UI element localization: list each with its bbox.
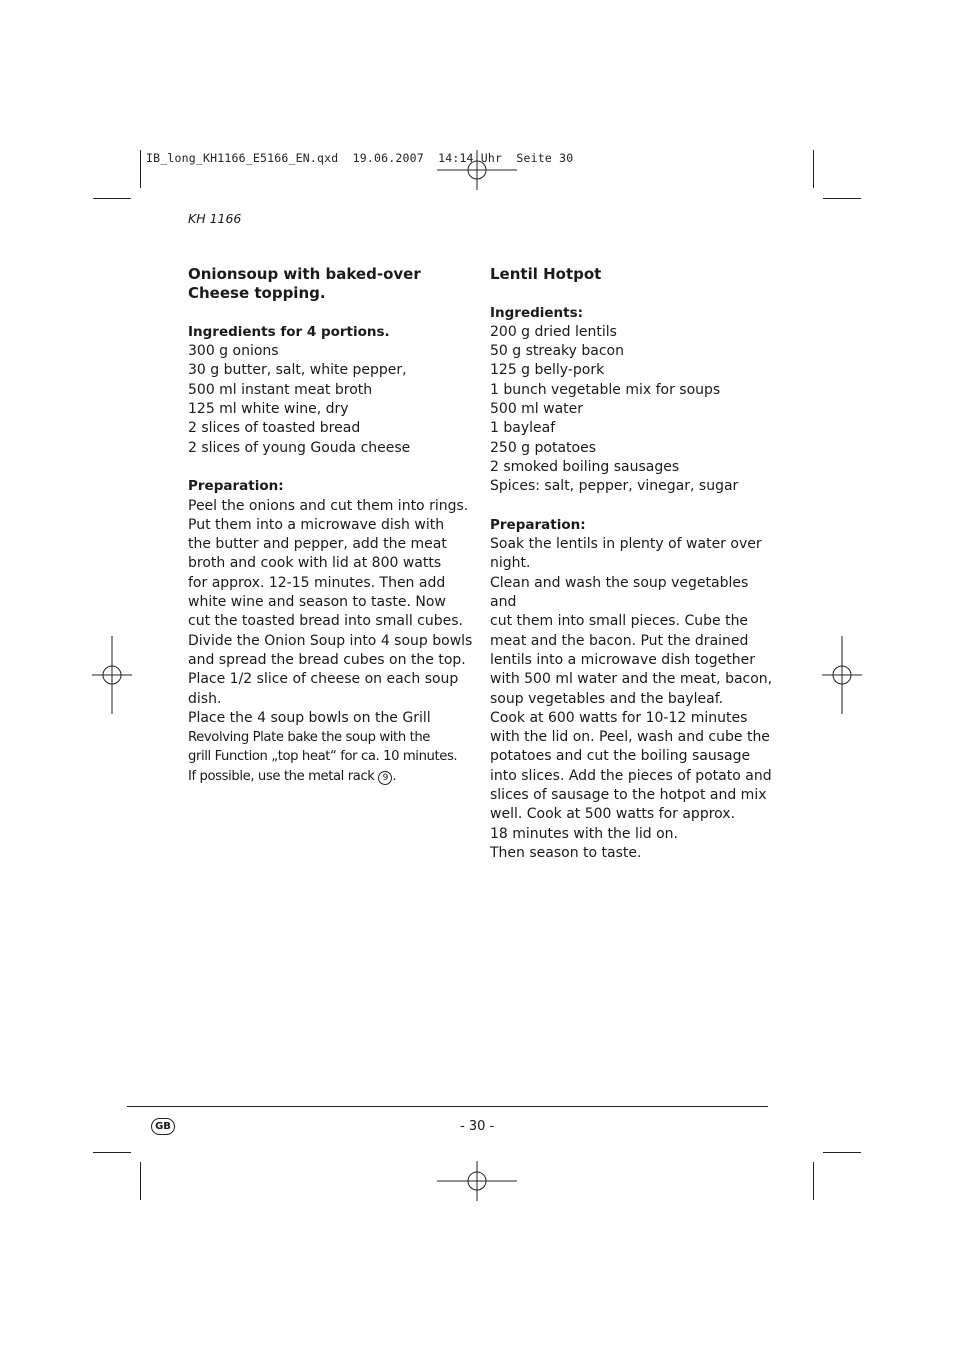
recipe-title: Onionsoup with baked-over Cheese topping. [188, 265, 421, 303]
registration-mark-bottom [437, 1161, 517, 1201]
print-slug: IB_long_KH1166_E5166_EN.qxd 19.06.2007 14:14 Uhr Seite 30 [146, 151, 574, 165]
ingredients-heading: Ingredients: [490, 304, 584, 321]
ingredient-item: 500 ml instant meat broth [188, 381, 373, 398]
ingredient-item: 500 ml water [490, 401, 584, 418]
registration-mark-left [92, 636, 132, 714]
crop-mark [813, 1162, 814, 1200]
crop-mark [93, 1152, 131, 1153]
footer-divider [127, 1106, 768, 1107]
ingredient-item: 1 bunch vegetable mix for soups [490, 381, 721, 398]
ingredient-item: Spices: salt, pepper, vinegar, sugar [490, 478, 739, 495]
page-number: - 30 - [460, 1119, 495, 1134]
preparation-grill-text [188, 728, 473, 786]
ingredients-list [188, 342, 473, 458]
ingredient-item: 2 slices of toasted bread [188, 420, 361, 437]
sentence-end: . [392, 768, 397, 784]
registration-mark-top [437, 150, 517, 190]
ingredient-item: 200 g dried lentils [490, 323, 617, 340]
ingredient-item: 2 smoked boiling sausages [490, 458, 680, 475]
ingredient-item: 300 g onions [188, 343, 279, 360]
metal-rack-number: 9 [378, 771, 392, 785]
ingredient-item: 2 slices of young Gouda cheese [188, 439, 411, 456]
ingredient-item: 1 bayleaf [490, 420, 556, 437]
ingredients-list [490, 323, 775, 497]
language-badge: GB [151, 1118, 175, 1135]
preparation-grill-body: Revolving Plate bake the soup with the grill Function „top heat“ for ca. 10 minutes. If possible, use the metal rack [188, 730, 458, 784]
preparation-text: Soak the lentils in plenty of water over night. Clean and wash the soup vegetables and cut them into small pieces. Cube the meat and the bacon. Put the drained lentils into a microwave dish together with 500 ml water and the meat, bacon, soup vegetables and the bayleaf. Cook at 600 watts for 10-12 minutes with the lid on. Peel, wash and cube the potatoes and cut the boiling sausage into slices. Add the pieces of potato and slices of sausage to the hotpot and mix well. Cook at 500 watts for approx. 18 minutes with the lid on. Then season to taste. [490, 536, 773, 861]
preparation-heading: Preparation: [188, 478, 284, 495]
preparation-text: Peel the onions and cut them into rings. Put them into a microwave dish with the butter and pepper, add the meat broth and cook with lid at 800 watts for approx. 12-15 minutes. Then add white wine and season to taste. Now cut the toasted bread into small cubes. Divide the Onion Soup into 4 soup bowls and spread the bread cubes on the top. Place 1/2 slice of cheese on each soup dish. Place the 4 soup bowls on the Grill [188, 497, 473, 726]
crop-mark [823, 1152, 861, 1153]
ingredient-item: 125 ml white wine, dry [188, 401, 349, 418]
crop-mark [140, 150, 141, 188]
recipe-onionsoup [188, 265, 473, 786]
ingredient-item: 125 g belly-pork [490, 362, 605, 379]
crop-mark [93, 198, 131, 199]
crop-mark [140, 1162, 141, 1200]
crop-mark [813, 150, 814, 188]
ingredient-item: 250 g potatoes [490, 439, 596, 456]
ingredient-item: 30 g butter, salt, white pepper, [188, 362, 407, 379]
registration-mark-right [822, 636, 862, 714]
recipe-lentil-hotpot [490, 265, 775, 863]
recipe-title: Lentil Hotpot [490, 265, 602, 283]
crop-mark [823, 198, 861, 199]
ingredients-heading: Ingredients for 4 portions. [188, 323, 390, 340]
preparation-heading: Preparation: [490, 516, 586, 533]
model-label: KH 1166 [188, 211, 242, 226]
ingredient-item: 50 g streaky bacon [490, 343, 624, 360]
